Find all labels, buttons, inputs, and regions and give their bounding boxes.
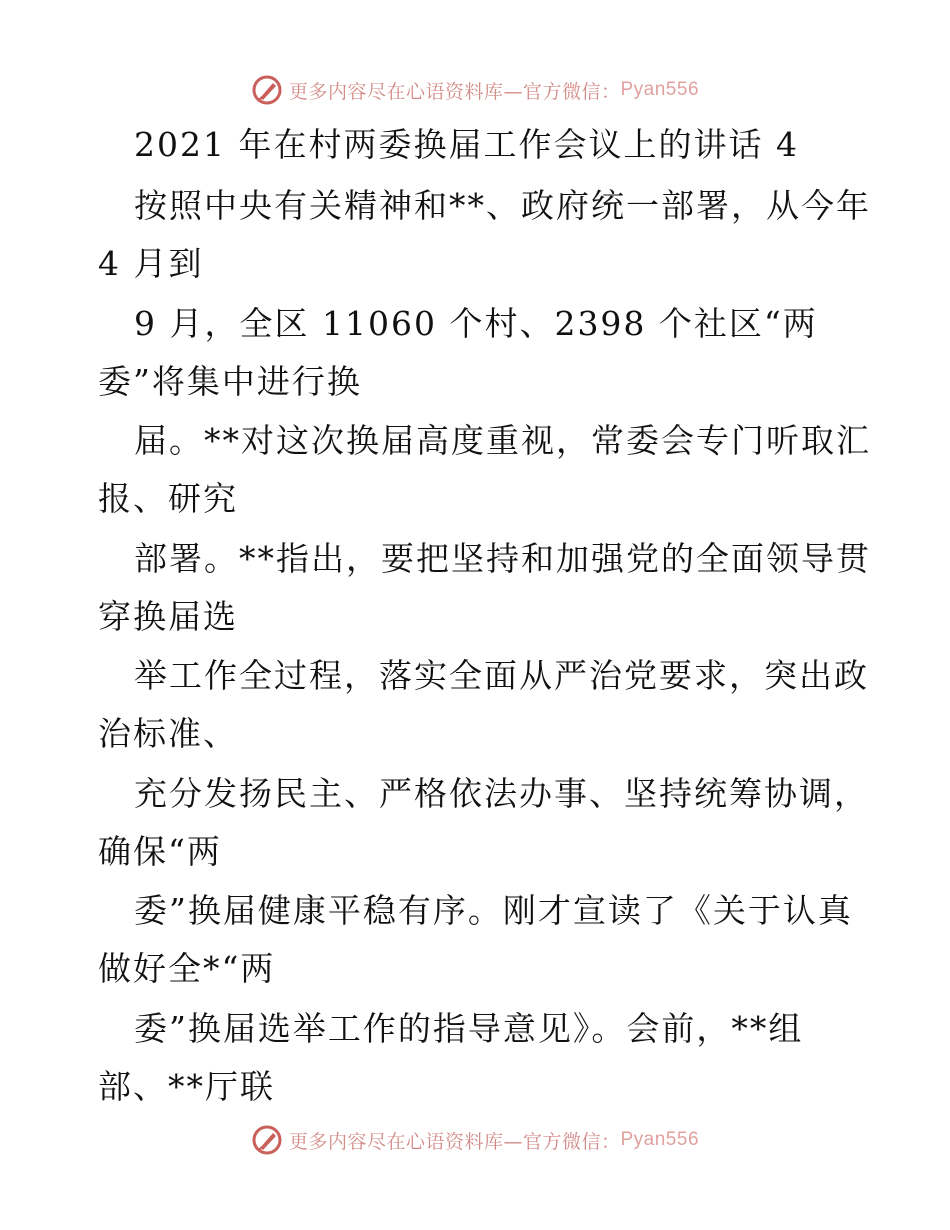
paragraph-line: 9 月，全区 11060 个村、2398 个社区“两 [134,304,818,343]
paragraph-line: 委”换届选举工作的指导意见》。会前，**组 [134,1009,804,1048]
paragraph-line: 届。**对这次换届高度重视，常委会专门听取汇 [134,421,871,460]
paragraph-line: 部署。**指出，要把坚持和加强党的全面领导贯 [134,539,871,578]
paragraph-line: 按照中央有关精神和**、政府统一部署，从今年 [134,186,871,225]
quill-pen-logo-icon [251,1124,283,1156]
paragraph-line: 部、**厅联 [98,1067,275,1106]
quill-pen-logo-icon [251,74,283,106]
paragraph-line: 委”换届健康平稳有序。刚才宣读了《关于认真 [134,891,853,930]
paragraph-line: 举工作全过程，落实全面从严治党要求，突出政 [134,656,869,695]
paragraph-line: 穿换届选 [98,597,238,636]
watermark-text: 更多内容尽在心语资料库—官方微信： [288,1130,621,1153]
paragraph-line: 治标准、 [98,714,238,753]
header-watermark [0,70,950,110]
watermark-text: 更多内容尽在心语资料库—官方微信： [288,80,621,103]
paragraph-line: 报、研究 [98,479,238,518]
paragraph-line: 确保“两 [98,832,222,871]
watermark-id: Pyan556 [620,1129,700,1150]
footer-watermark [0,1120,950,1160]
paragraph-line: 做好全*“两 [98,949,276,988]
paragraph-line: 4 月到 [98,244,204,283]
watermark-id: Pyan556 [620,79,700,100]
document-title: 2021 年在村两委换届工作会议上的讲话 4 [134,125,799,164]
paragraph-line: 委”将集中进行换 [98,362,362,401]
paragraph-line: 充分发扬民主、严格依法办事、坚持统筹协调， [134,774,869,813]
